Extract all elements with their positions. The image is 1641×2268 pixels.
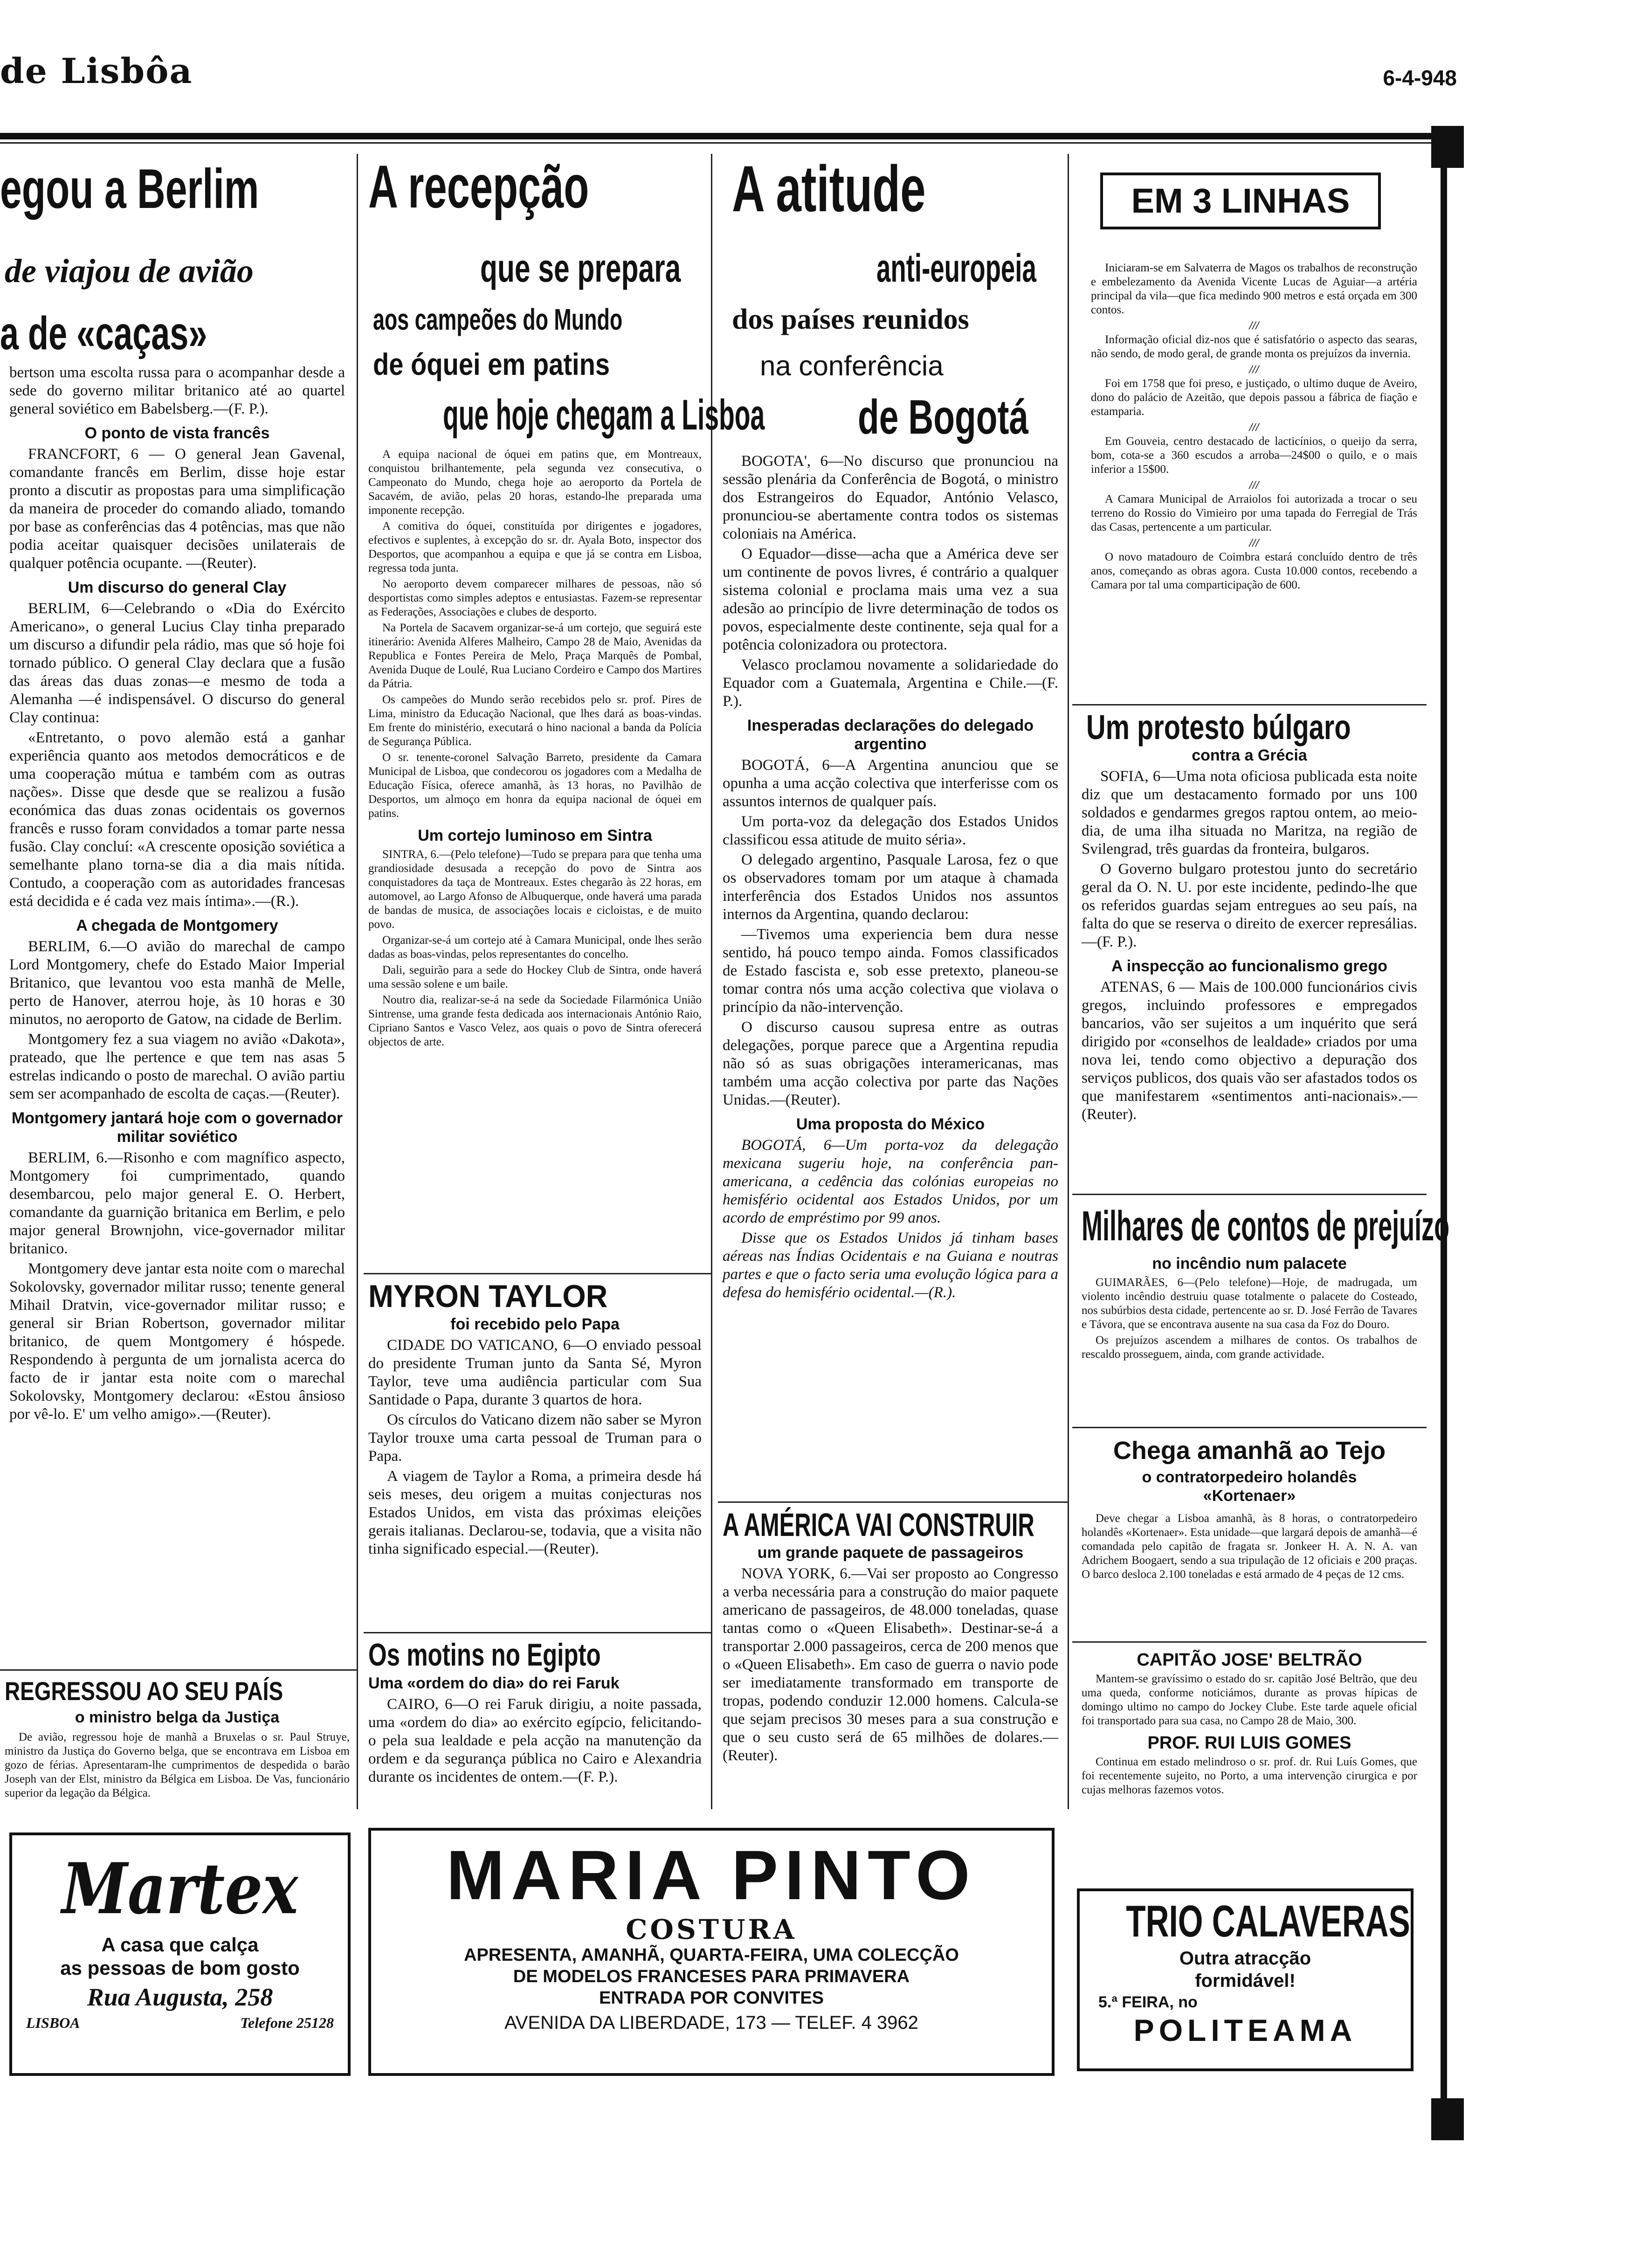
box-title: EM 3 LINHAS: [1131, 181, 1350, 220]
deck-atitude-3: na conferência: [760, 350, 944, 381]
paragraph: Os círculos do Vaticano dizem não saber se Myron Taylor trouxe uma carta pessoal de Truman para o Papa.: [368, 1411, 702, 1465]
article-egypt: [368, 1674, 702, 1788]
section-rule: [1072, 1194, 1427, 1195]
ad-trio-line3: 5.ª FEIRA, no: [1098, 1993, 1198, 2011]
headline-gomes: PROF. RUI LUIS GOMES: [1147, 1733, 1351, 1753]
ad-martex-line1: A casa que calça: [101, 1934, 259, 1956]
ad-martex-address: Rua Augusta, 258: [87, 1983, 273, 2011]
separator: ///: [1249, 479, 1259, 491]
deck-recepcao-4: que hoje chegam a Lisboa: [443, 391, 765, 439]
paragraph: BOGOTÁ, 6—A Argentina anunciou que se opunha a uma acção colectiva que interferisse com os assuntos internos de qualquer país.: [723, 757, 1058, 810]
section-rule: [1072, 1641, 1427, 1643]
subhead: o contratorpedeiro holandês: [1142, 1468, 1357, 1486]
ad-maria-pinto: [368, 1828, 1055, 2076]
subhead: Um cortejo luminoso em Sintra: [418, 827, 652, 844]
subhead: O ponto de vista francês: [84, 424, 270, 442]
paragraph: CIDADE DO VATICANO, 6—O enviado pessoal do presidente Truman junto da Santa Sé, Myron Taylor, teve uma audiência particular com Sua Santidade o Papa, durante 3 quartos de hora.: [368, 1337, 702, 1408]
subhead: o ministro belga da Justiça: [75, 1708, 280, 1726]
ad-trio-name: TRIO CALAVERAS: [1126, 1896, 1410, 1946]
ad-trio-line2: formidável!: [1195, 1971, 1296, 1991]
deck-berlim-2: a de «caças»: [0, 307, 207, 360]
paragraph: Um porta-voz da delegação dos Estados Unidos classificou essa atitude de muito séria».: [723, 813, 1058, 848]
brief-item: Foi em 1758 que foi preso, e justiçado, o ultimo duque de Aveiro, dono do palácio de Azeitão, que depois passou a fábrica de fiação e estamparia.: [1091, 377, 1417, 418]
brief-item: Em Gouveia, centro destacado de lacticínios, o queijo da serra, bom, cota-se a 360 escudos a arroba—24$00 o quilo, e o mais inferior a 15$00.: [1091, 435, 1417, 476]
separator: ///: [1249, 421, 1259, 434]
ad-maria-address: AVENIDA DA LIBERDADE, 173 — TELEF. 4 3962: [504, 2012, 918, 2033]
article-america: [723, 1543, 1058, 1767]
subhead: «Kortenaer»: [1203, 1487, 1296, 1505]
page-border-right: [1431, 126, 1464, 2140]
ad-martex: [9, 1832, 351, 2076]
article-belgian-minister: [5, 1676, 350, 1802]
paragraph: A viagem de Taylor a Roma, a primeira desde há seis meses, deu origem a muitas conjecturas nos Estados Unidos, em vista das próximas eleições gerais italianas. Declarou-se, todavia, que a visita não tinha significado especial.—(Reuter).: [368, 1468, 702, 1557]
column-rule: [357, 154, 358, 1809]
paragraph: GUIMARÃES, 6—(Pelo telefone)—Hoje, de madrugada, um violento incêndio destruiu quase totalmente o palacete do Costeado, nos subúrbios desta cidade, pertencente ao sr. D. José Ferrão de Tavares e Távora, que se encontrava ausente na sua casa da Foz do Douro.: [1082, 1276, 1417, 1331]
headline-protest: Um protesto búlgaro: [1086, 708, 1351, 747]
article-recepcao: [368, 448, 702, 1051]
subhead: no incêndio num palacete: [1152, 1255, 1347, 1272]
ad-martex-logo: Martex: [62, 1848, 298, 1930]
section-rule: [364, 1273, 711, 1274]
paragraph: O Equador—disse—acha que a América deve ser um continente de povos livres, é contrário a qualquer sistema colonial e proclama mais uma vez a sua adesão ao princípio de livre determinação de todos os povos, especialmente deste continente, seja qual for a potência colonizadora ou protectora.: [723, 546, 1058, 653]
deck-berlim-1: de viajou de avião: [5, 252, 254, 290]
paragraph: Na Portela de Sacavem organizar-se-á um cortejo, que seguirá este itinerário: Avenida Alferes Malheiro, Campo 28 de Maio, Avenidas da Republica e Fontes Pereira de Melo, Praça Marquês de Pombal, Avenida Duque de Loulé, Rua Luciano Cordeiro e Campo dos Martires da Pátria.: [368, 622, 702, 690]
column-rule: [1068, 154, 1069, 1809]
paragraph: FRANCFORT, 6 — O general Jean Gavenal, comandante francês em Berlim, disse hoje estar pronto a discutir as propostas para uma simplificação da maneira de proceder do comando aliado, tomando por base as conferências das 4 potências, mas que não podia aceitar quaisquer decisões unilaterais de qualquer potência ocupante. —(Reuter).: [9, 446, 345, 572]
subhead: A chegada de Montgomery: [76, 917, 278, 934]
headline-kortenaer: Chega amanhã ao Tejo: [1113, 1437, 1386, 1465]
deck-recepcao-1: que se prepara: [480, 246, 681, 290]
paragraph: Os prejuízos ascendem a milhares de contos. Os trabalhos de rescaldo prosseguem, ainda, com grande actividade.: [1082, 1334, 1417, 1361]
brief-list: [1091, 261, 1417, 594]
deck-atitude-4: de Bogotá: [858, 390, 1029, 444]
paragraph: BERLIM, 6—Celebrando o «Dia do Exército Americano», o general Lucius Clay tinha preparado um discurso a difundir pela rádio, mas que só hoje foi tornado público. O general Clay declara que a fusão das áreas das duas zonas—e mesmo de toda a Alemanha —é indispensável. O discurso do general Clay continua:: [9, 600, 345, 726]
article-myron-taylor: [368, 1315, 702, 1560]
subhead: Um discurso do general Clay: [68, 579, 287, 596]
article-bogota: [723, 452, 1058, 1304]
subhead: A inspecção ao funcionalismo grego: [1111, 957, 1387, 975]
article-body: [5, 1730, 350, 1800]
paragraph: Mantem-se gravíssimo o estado do sr. capitão José Beltrão, que deu uma queda, conforme noticiámos, durante as provas hípicas de domingo ultimo no campo do Jockey Clube. Este tarde aquele oficial foi transportado para sua casa, no Campo 28 de Maio, 300.: [1082, 1673, 1417, 1727]
ad-maria-trade: COSTURA: [626, 1914, 797, 1945]
article-kortenaer: [1082, 1436, 1417, 1583]
paragraph: A comitiva do óquei, constituída por dirigentes e jogadores, efectivos e suplentes, à excepção do sr. dr. Ayala Boto, inspector dos Desportos, que acompanhou a equipa e que já se contra em Lisboa, regressa toda junta.: [368, 520, 702, 574]
masthead-rule: [0, 133, 1459, 139]
headline-atitude: A atitude: [732, 152, 926, 225]
section-rule: [0, 1669, 357, 1671]
paragraph: —Tivemos uma experiencia bem dura nesse sentido, há pouco tempo ainda. Fomos classificados de Estado fascista e, sob esse pretexto, planeou-se tomar contra nós uma acção colectiva que violava o princípio da não-intervenção.: [723, 926, 1058, 1016]
paragraph: CAIRO, 6—O rei Faruk dirigiu, a noite passada, uma «ordem do dia» ao exército egípcio, felicitando-o pela sua lealdade e pela acção na manutenção da ordem e da segurança pública no Cairo e Alexandria durante os incidentes de ontem.—(F. P.).: [368, 1696, 702, 1785]
paragraph: Os campeões do Mundo serão recebidos pelo sr. prof. Pires de Lima, ministro da Educação Nacional, que lhes dará as boas-vindas. Em frente do ministério, executará o hino nacional a banda da Polícia de Segurança Pública.: [368, 693, 702, 748]
paragraph: Disse que os Estados Unidos já tinham bases aéreas nas Índias Ocidentais e na Guiana e noutras partes e que o facto seria uma evolução lógica para a defesa do hemisfério ocidental.—(R.).: [723, 1230, 1058, 1301]
headline-egypt: Os motins no Egipto: [368, 1637, 601, 1673]
subhead: contra a Grécia: [1192, 747, 1307, 764]
box-em-3-linhas: [1100, 173, 1381, 229]
paragraph: O discurso causou supresa entre as outras delegações, porque parece que a Argentina repudia não só as suas obrigações interamericanas, mas também uma acção colectiva por parte das Nações Unidas.—(Reuter).: [723, 1019, 1058, 1108]
article-protest: [1082, 746, 1417, 1126]
section-rule: [364, 1632, 711, 1633]
paragraph: O Governo bulgaro protestou junto do secretário geral da O. N. U. por este incidente, pedindo-lhe que os referidos guardas sejam entregues ao seu país, na falta do que se reserva o direito de exercer represálias.—(F. P.).: [1082, 861, 1417, 950]
masthead-title: de Lisbôa: [0, 51, 193, 91]
ad-trio-line1: Outra atracção: [1179, 1948, 1311, 1969]
article-fire: [1082, 1254, 1417, 1363]
paragraph: Dali, seguirão para a sede do Hockey Club de Sintra, onde haverá uma sessão solene e um baile.: [368, 964, 702, 990]
brief-item: O novo matadouro de Coimbra estará concluído dentro de três anos, começando as obras agora. Custa 10.000 contos, recebendo a Camara por tal uma comparticipação de 600.: [1091, 551, 1417, 591]
paragraph: SINTRA, 6.—(Pelo telefone)—Tudo se prepara para que tenha uma grandiosidade desusada a recepção do povo de Sintra aos conquistadores da taça de Montreaux. Estes chegarão às 22 horas, em automovel, ao Largo Afonso de Albuquerque, onde haverá uma parada de bandas de musica, de associações locais e cicloistas, e de muito povo.: [368, 848, 702, 931]
ad-martex-phone: Telefone 25128: [240, 2014, 334, 2031]
subhead: um grande paquete de passageiros: [757, 1544, 1024, 1562]
paragraph: Velasco proclamou novamente a solidariedade do Equador com a Guatemala, Argentina e Chile.—(F. P.).: [723, 657, 1058, 710]
paragraph: BOGOTÁ, 6—Um porta-voz da delegação mexicana sugeriu hoje, na conferência pan-americana, a cedência das colónias europeias no hemisfério ocidental aos Estados Unidos, por um acordo de empréstimo por 99 anos.: [723, 1137, 1058, 1226]
headline-berlim: egou a Berlim: [0, 158, 259, 220]
paragraph: No aeroporto devem comparecer milhares de pessoas, não só desportistas como simples adeptos e entusiastas. Fazem-se representar as Federações, Associações e clubes de desporto.: [368, 578, 702, 618]
headline-beltrao: CAPITÃO JOSE' BELTRÃO: [1137, 1650, 1362, 1670]
paragraph: ATENAS, 6 — Mais de 100.000 funcionários civis gregos, incluindo professores e empregados bancarios, vão ser sujeitos a um inquérito que será dirigido por «conselhos de lealdade» criados por uma nova lei, tendo como objectivo a depuração dos serviços publicos, dos quais vão ser afastados todos os que manifestarem «sentimentos anti-nacionais».—(Reuter).: [1082, 979, 1417, 1123]
subhead: Uma «ordem do dia» do rei Faruk: [368, 1674, 620, 1692]
section-rule: [718, 1501, 1068, 1503]
paragraph: Deve chegar a Lisboa amanhã, às 8 horas, o contratorpedeiro holandês «Kortenaer». Esta unidade—que largará depois de amanhã—é comandada pelo capitão de fragata sr. Jonkeer H. A. N. A. van Adrichem Boogaert, sendo a sua tripulação de 12 oficiais e 200 praças. O barco desloca 2.100 toneladas e está armado de 4 peças de 12 cms.: [1082, 1512, 1417, 1581]
paragraph: bertson uma escolta russa para o acompanhar desde a sede do governo militar britanico até ao quartel general soviético em Babelsberg.—(F. P.).: [9, 364, 345, 417]
deck-recepcao-2: aos campeões do Mundo: [373, 303, 623, 336]
separator: ///: [1249, 319, 1259, 332]
brief-item: Informação oficial diz-nos que é satisfatório o aspecto das searas, não sendo, de modo geral, de grande monta os prejuízos da invernia.: [1091, 333, 1417, 360]
paragraph: «Entretanto, o povo alemão está a ganhar experiência quanto aos metodos democráticos e de uma cooperação mútua e também com as outras nações». Disse que desde que se realizou a fusão económica das duas zonas ocidentais os governos francês e russo foram convidados a tomar parte nessa fusão. Clay concluí: «A crescente oposição soviética a semelhante plano torna-se dia a dia mais nítida. Contudo, a cooperação com as autoridades francesas está decidida e é cada vez mais íntima».—(R.).: [9, 729, 345, 910]
paragraph: De avião, regressou hoje de manhã a Bruxelas o sr. Paul Struye, ministro da Justiça do Governo belga, que se encontrava em Lisboa em gozo de férias. Apresentaram-lhe cumprimentos de despedida o barão Joseph van der Elst, ministro da Bélgica em Lisboa. De Vas, funcionário superior da legação da Bélgica.: [5, 1731, 350, 1799]
ad-maria-line3: ENTRADA POR CONVITES: [599, 1988, 824, 2008]
masthead-rule-thin: [0, 142, 1459, 144]
issue-date: 6-4-948: [1383, 66, 1457, 90]
ad-maria-line1: APRESENTA, AMANHÃ, QUARTA-FEIRA, UMA COLECÇÃO: [464, 1945, 959, 1965]
headline-recepcao: A recepção: [368, 152, 589, 221]
headline-myron-taylor: MYRON TAYLOR: [368, 1279, 608, 1314]
ad-maria-line2: DE MODELOS FRANCESES PARA PRIMAVERA: [513, 1967, 910, 1986]
paragraph: O delegado argentino, Pasquale Larosa, fez o que os observadores tomam por um ataque à chamada interferência dos Estados Unidos nos assuntos internos da Argentina, quando declarou:: [723, 851, 1058, 923]
subhead: Montgomery jantará hoje com o governador militar soviético: [11, 1109, 343, 1146]
paragraph: Continua em estado melindroso o sr. prof. dr. Rui Luís Gomes, que foi recentemente sujeito, no Porto, a uma intervenção cirurgica e por cujas melhoras fazemos votos.: [1082, 1756, 1417, 1796]
paragraph: BOGOTA', 6—No discurso que pronunciou na sessão plenária da Conferência de Bogotá, o ministro dos Estrangeiros do Equador, António Velasco, pronunciou-se abertamente contra todos os sistemas coloniais na América.: [723, 453, 1058, 542]
brief-item: Iniciaram-se em Salvaterra de Magos os trabalhos de reconstrução e embelezamento da Avenida Vicente Lucas de Aguiar—a artéria principal da vila—que fica medindo 900 metros e está orçada em 300 contos.: [1091, 262, 1417, 316]
ad-maria-name: MARIA PINTO: [446, 1836, 977, 1914]
paragraph: SOFIA, 6—Uma nota oficiosa publicada esta noite diz que um destacamento formado por uns 100 soldados e gendarmes gregos raptou ontem, ao meio-dia, de uma ilha situada no Maritza, na região de Svilengrad, três guardas da fronteira, bulgaros.: [1082, 768, 1417, 857]
paragraph: Noutro dia, realizar-se-á na sede da Sociedade Filarmónica União Sintrense, uma grande festa dedicada aos internacionais António Raio, Cipriano Santos e Vasco Velez, aos quais o povo de Sintra oferecerá objectos de arte.: [368, 994, 702, 1048]
headline-belgian-minister: REGRESSOU AO SEU PAÍS: [5, 1676, 283, 1706]
ad-trio-venue: POLITEAMA: [1133, 2013, 1357, 2047]
separator: ///: [1249, 537, 1259, 549]
article-beltrao: [1082, 1651, 1417, 1799]
paragraph: A equipa nacional de óquei em patins que, em Montreaux, conquistou brilhantemente, pela segunda vez consecutiva, o Campeonato do Mundo, chega hoje ao aeroporto da Portela de Sacavém, de avião, pelas 20 horas, estando-lhe preparada uma imponente recepção.: [368, 448, 702, 517]
section-rule: [1072, 704, 1427, 705]
deck-atitude-2: dos países reunidos: [732, 304, 969, 335]
paragraph: Organizar-se-á um cortejo até à Camara Municipal, onde lhes serão dadas as boas-vindas, pelos representantes do concelho.: [368, 934, 702, 961]
headline-america: A AMÉRICA VAI CONSTRUIR: [723, 1507, 1034, 1543]
paragraph: Montgomery fez a sua viagem no avião «Dakota», prateado, que lhe pertence e que tem nas asas 5 estrelas indicando o posto de marechal. O avião partiu sem ser acompanhado de escolta de caças.—(Reuter).: [9, 1031, 345, 1102]
deck-recepcao-3: de óquei em patins: [373, 347, 610, 381]
brief-item: A Camara Municipal de Arraiolos foi autorizada a trocar o seu terreno do Rossio do Vimieiro por uma tapada do Ferregial de Trás das Casas, pertencente a um particular.: [1091, 493, 1417, 533]
subhead: Inesperadas declarações do delegado argentino: [747, 717, 1034, 753]
paragraph: O sr. tenente-coronel Salvação Barreto, presidente da Camara Municipal de Lisboa, que condecorou os jogadores com a Medalha de Educação Física, oferece amanhã, às 13 horas, no Pavilhão de Desportos, um almoço em honra da equipa nacional de óquei em patins.: [368, 751, 702, 820]
ad-trio-calaveras: [1077, 1888, 1413, 2071]
article-berlim: [9, 364, 345, 1425]
separator: ///: [1249, 363, 1259, 376]
deck-atitude-1: anti-europeia: [876, 246, 1036, 290]
paragraph: BERLIM, 6.—Risonho e com magnífico aspecto, Montgomery foi cumprimentado, quando desembarcou, pelo major general E. O. Herbert, comandante da guarnição britanica em Berlim, e pelo major general Brownjohn, vice-governador militar britanico.: [9, 1149, 345, 1257]
ad-martex-city: LISBOA: [26, 2014, 80, 2031]
subhead: foi recebido pelo Papa: [450, 1315, 620, 1333]
subhead: Uma proposta do México: [796, 1115, 985, 1133]
paragraph: Montgomery deve jantar esta noite com o marechal Sokolovsky, governador militar russo; tenente general Mihail Dratvin, vice-governador militar russo; e general sir Brian Robertson, governador militar britanico, de quem Montgomery é hóspede. Respondendo à pergunta de um jornalista acerca do facto de ir jantar esta noite com o marechal Sokolovsky, Montgomery declarou: «Estou ânsioso por vê-lo. E' um velho amigo».—(Reuter).: [9, 1260, 345, 1423]
paragraph: NOVA YORK, 6.—Vai ser proposto ao Congresso a verba necessária para a construção do maior paquete americano de passageiros, de 48.000 toneladas, quase tantas como o «Queen Elisabeth». Destinar-se-á a transportar 2.000 passageiros, cerca de 200 menos que o «Queen Elisabeth». Em caso de guerra o navio pode ser imediatamente transformado em transporte de tropas, podendo conduzir 12.000 homens. Calcula-se que sejam precisos 30 meses para a sua construção e que o seu custo será de 65 milhões de dolares.—(Reuter).: [723, 1565, 1058, 1764]
section-rule: [1072, 1427, 1427, 1428]
paragraph: BERLIM, 6.—O avião do marechal de campo Lord Montgomery, chefe do Estado Maior Imperial Britanico, que levantou voo esta manhã de Melle, perto de Hanover, aterrou hoje, às 10 horas e 30 minutos, no aeroporto de Gatow, na cidade de Berlim.: [9, 938, 345, 1028]
ad-martex-line2: as pessoas de bom gosto: [60, 1957, 300, 1979]
headline-fire: Milhares de contos de prejuízo: [1082, 1203, 1450, 1250]
